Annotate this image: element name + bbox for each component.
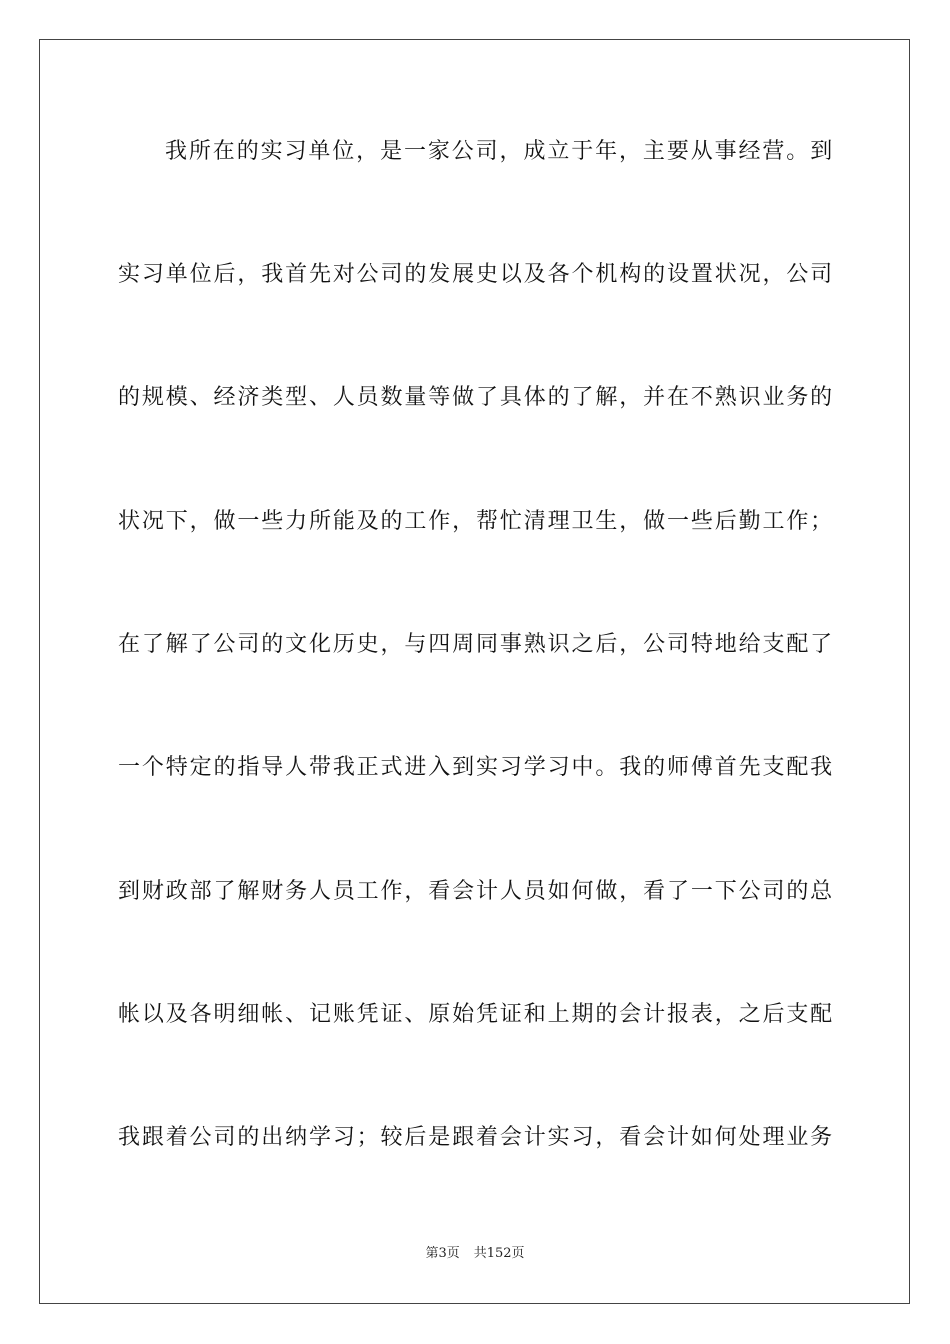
page-footer: [0, 1246, 950, 1262]
body-text-line-5: 在了解了公司的文化历史，与四周同事熟识之后，公司特地给支配了: [118, 632, 834, 657]
page-border: [39, 39, 910, 1304]
body-text-line-9: 我跟着公司的出纳学习；较后是跟着会计实习，看会计如何处理业务: [118, 1125, 834, 1150]
body-text-line-2: 实习单位后，我首先对公司的发展史以及各个机构的设置状况，公司: [118, 262, 834, 287]
body-text-line-1: 我所在的实习单位，是一家公司，成立于年，主要从事经营。到: [165, 139, 834, 164]
page-total: 共152页: [473, 1246, 525, 1261]
page-number: 第3页: [425, 1246, 460, 1261]
body-text-line-3: 的规模、经济类型、人员数量等做了具体的了解，并在不熟识业务的: [118, 385, 834, 410]
body-text-line-4: 状况下，做一些力所能及的工作，帮忙清理卫生，做一些后勤工作；: [118, 509, 834, 534]
body-text-line-8: 帐以及各明细帐、记账凭证、原始凭证和上期的会计报表，之后支配: [118, 1002, 834, 1027]
body-text-line-7: 到财政部了解财务人员工作，看会计人员如何做，看了一下公司的总: [118, 879, 834, 904]
body-text-line-6: 一个特定的指导人带我正式进入到实习学习中。我的师傅首先支配我: [118, 755, 834, 780]
